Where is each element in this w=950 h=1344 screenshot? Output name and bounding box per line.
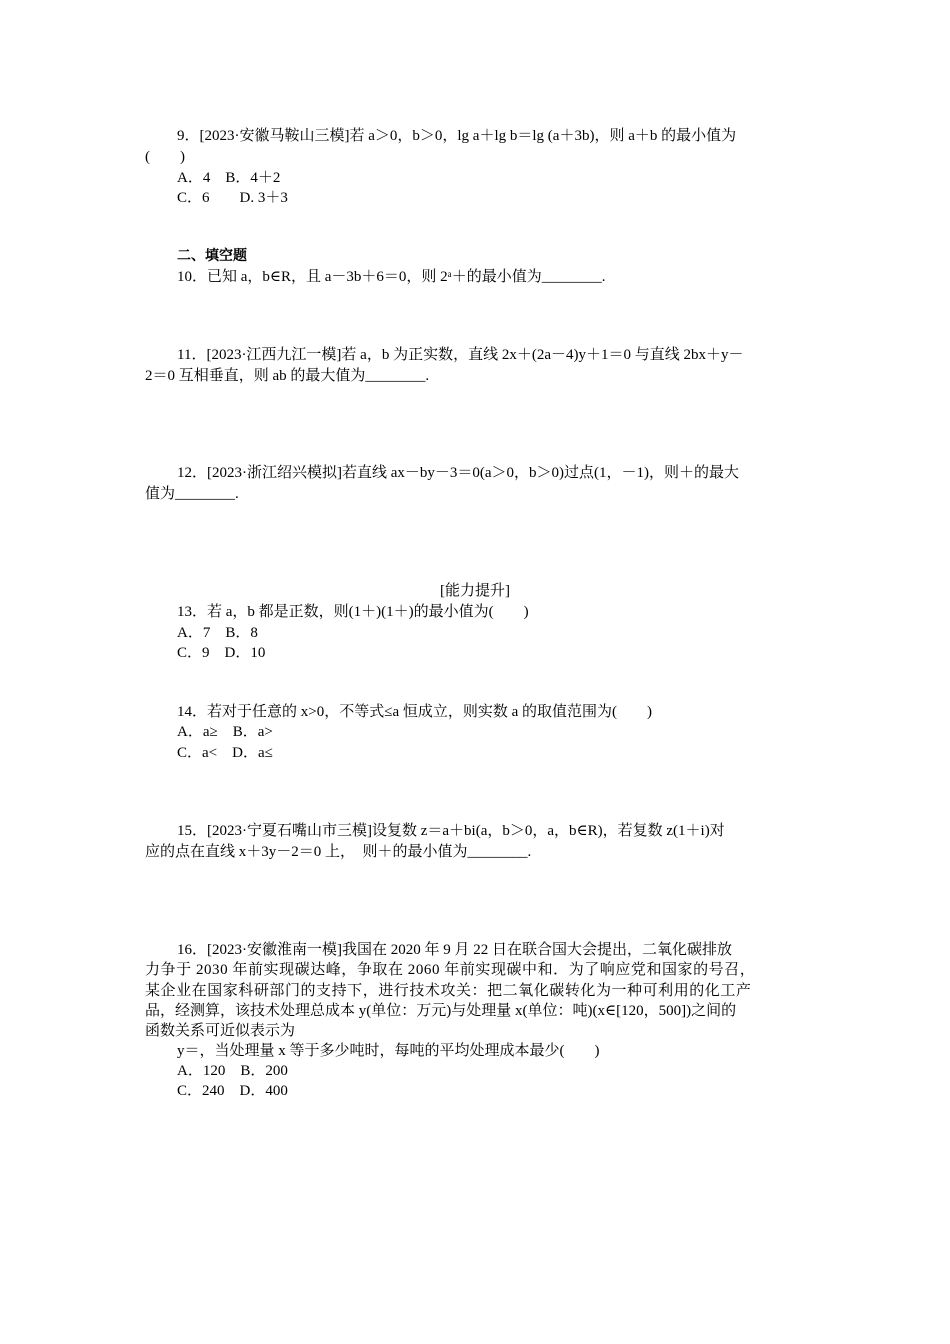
- q10-stem: 10．已知 a，b∈R，且 a－3b＋6＝0，则 2ᵃ＋的最小值为________.: [177, 269, 606, 285]
- q9-stem-paren: ( ): [145, 149, 185, 165]
- q9-stem: 9．[2023·安徽马鞍山三模]若 a＞0，b＞0，lg a＋lg b＝lg (a＋3b)，则 a＋b 的最小值为: [177, 128, 737, 144]
- q16-stem-line6: y＝，当处理量 x 等于多少吨时，每吨的平均处理成本最少( ): [177, 1043, 600, 1059]
- q14-options-ab: A．a≥ B．a>: [177, 724, 273, 740]
- q14-stem: 14．若对于任意的 x>0，不等式≤a 恒成立，则实数 a 的取值范围为( ): [177, 704, 653, 720]
- q16-stem-line2: 力争于 2030 年前实现碳达峰，争取在 2060 年前实现碳中和．为了响应党和国家的号召，: [145, 962, 756, 978]
- q14-options-cd: C．a< D．a≤: [177, 745, 273, 761]
- section-heading-ability: [能力提升]: [440, 583, 510, 599]
- q16-options-ab: A．120 B．200: [177, 1063, 288, 1079]
- q16-stem-line5: 函数关系可近似表示为: [145, 1023, 296, 1039]
- q16-stem-line4: 品，经测算，该技术处理总成本 y(单位：万元)与处理量 x(单位：吨)(x∈[120，500])之间的: [145, 1003, 737, 1019]
- q13-options-ab: A．7 B．8: [177, 625, 258, 641]
- section-heading-fill-blank: 二、填空题: [177, 248, 247, 264]
- q16-stem: 16．[2023·安徽淮南一模]我国在 2020 年 9 月 22 日在联合国大会提出，二氧化碳排放: [177, 942, 732, 958]
- q16-stem-line3: 某企业在国家科研部门的支持下，进行技术攻关：把二氧化碳转化为一种可利用的化工产: [145, 983, 752, 999]
- q11-stem: 11．[2023·江西九江一模]若 a，b 为正实数，直线 2x＋(2a－4)y＋1＝0 与直线 2bx＋y－: [177, 347, 744, 363]
- q9-options-ab: A．4 B．4＋2: [177, 170, 281, 186]
- q9-options-cd: C．6 D. 3＋3: [177, 190, 288, 206]
- q13-options-cd: C．9 D．10: [177, 645, 266, 661]
- q11-stem-cont: 2＝0 互相垂直，则 ab 的最大值为________.: [145, 368, 430, 384]
- q12-stem: 12．[2023·浙江绍兴模拟]若直线 ax－by－3＝0(a＞0，b＞0)过点(1，－1)，则＋的最大: [177, 465, 740, 481]
- q12-stem-cont: 值为________.: [145, 486, 239, 502]
- q13-stem: 13．若 a，b 都是正数，则(1＋)(1＋)的最小值为( ): [177, 604, 529, 620]
- q15-stem-cont: 应的点在直线 x＋3y－2＝0 上， 则＋的最小值为________.: [145, 844, 532, 860]
- q15-stem: 15．[2023·宁夏石嘴山市三模]设复数 z＝a＋bi(a，b＞0，a，b∈R)，若复数 z(1＋i)对: [177, 823, 725, 839]
- q16-options-cd: C．240 D．400: [177, 1083, 288, 1099]
